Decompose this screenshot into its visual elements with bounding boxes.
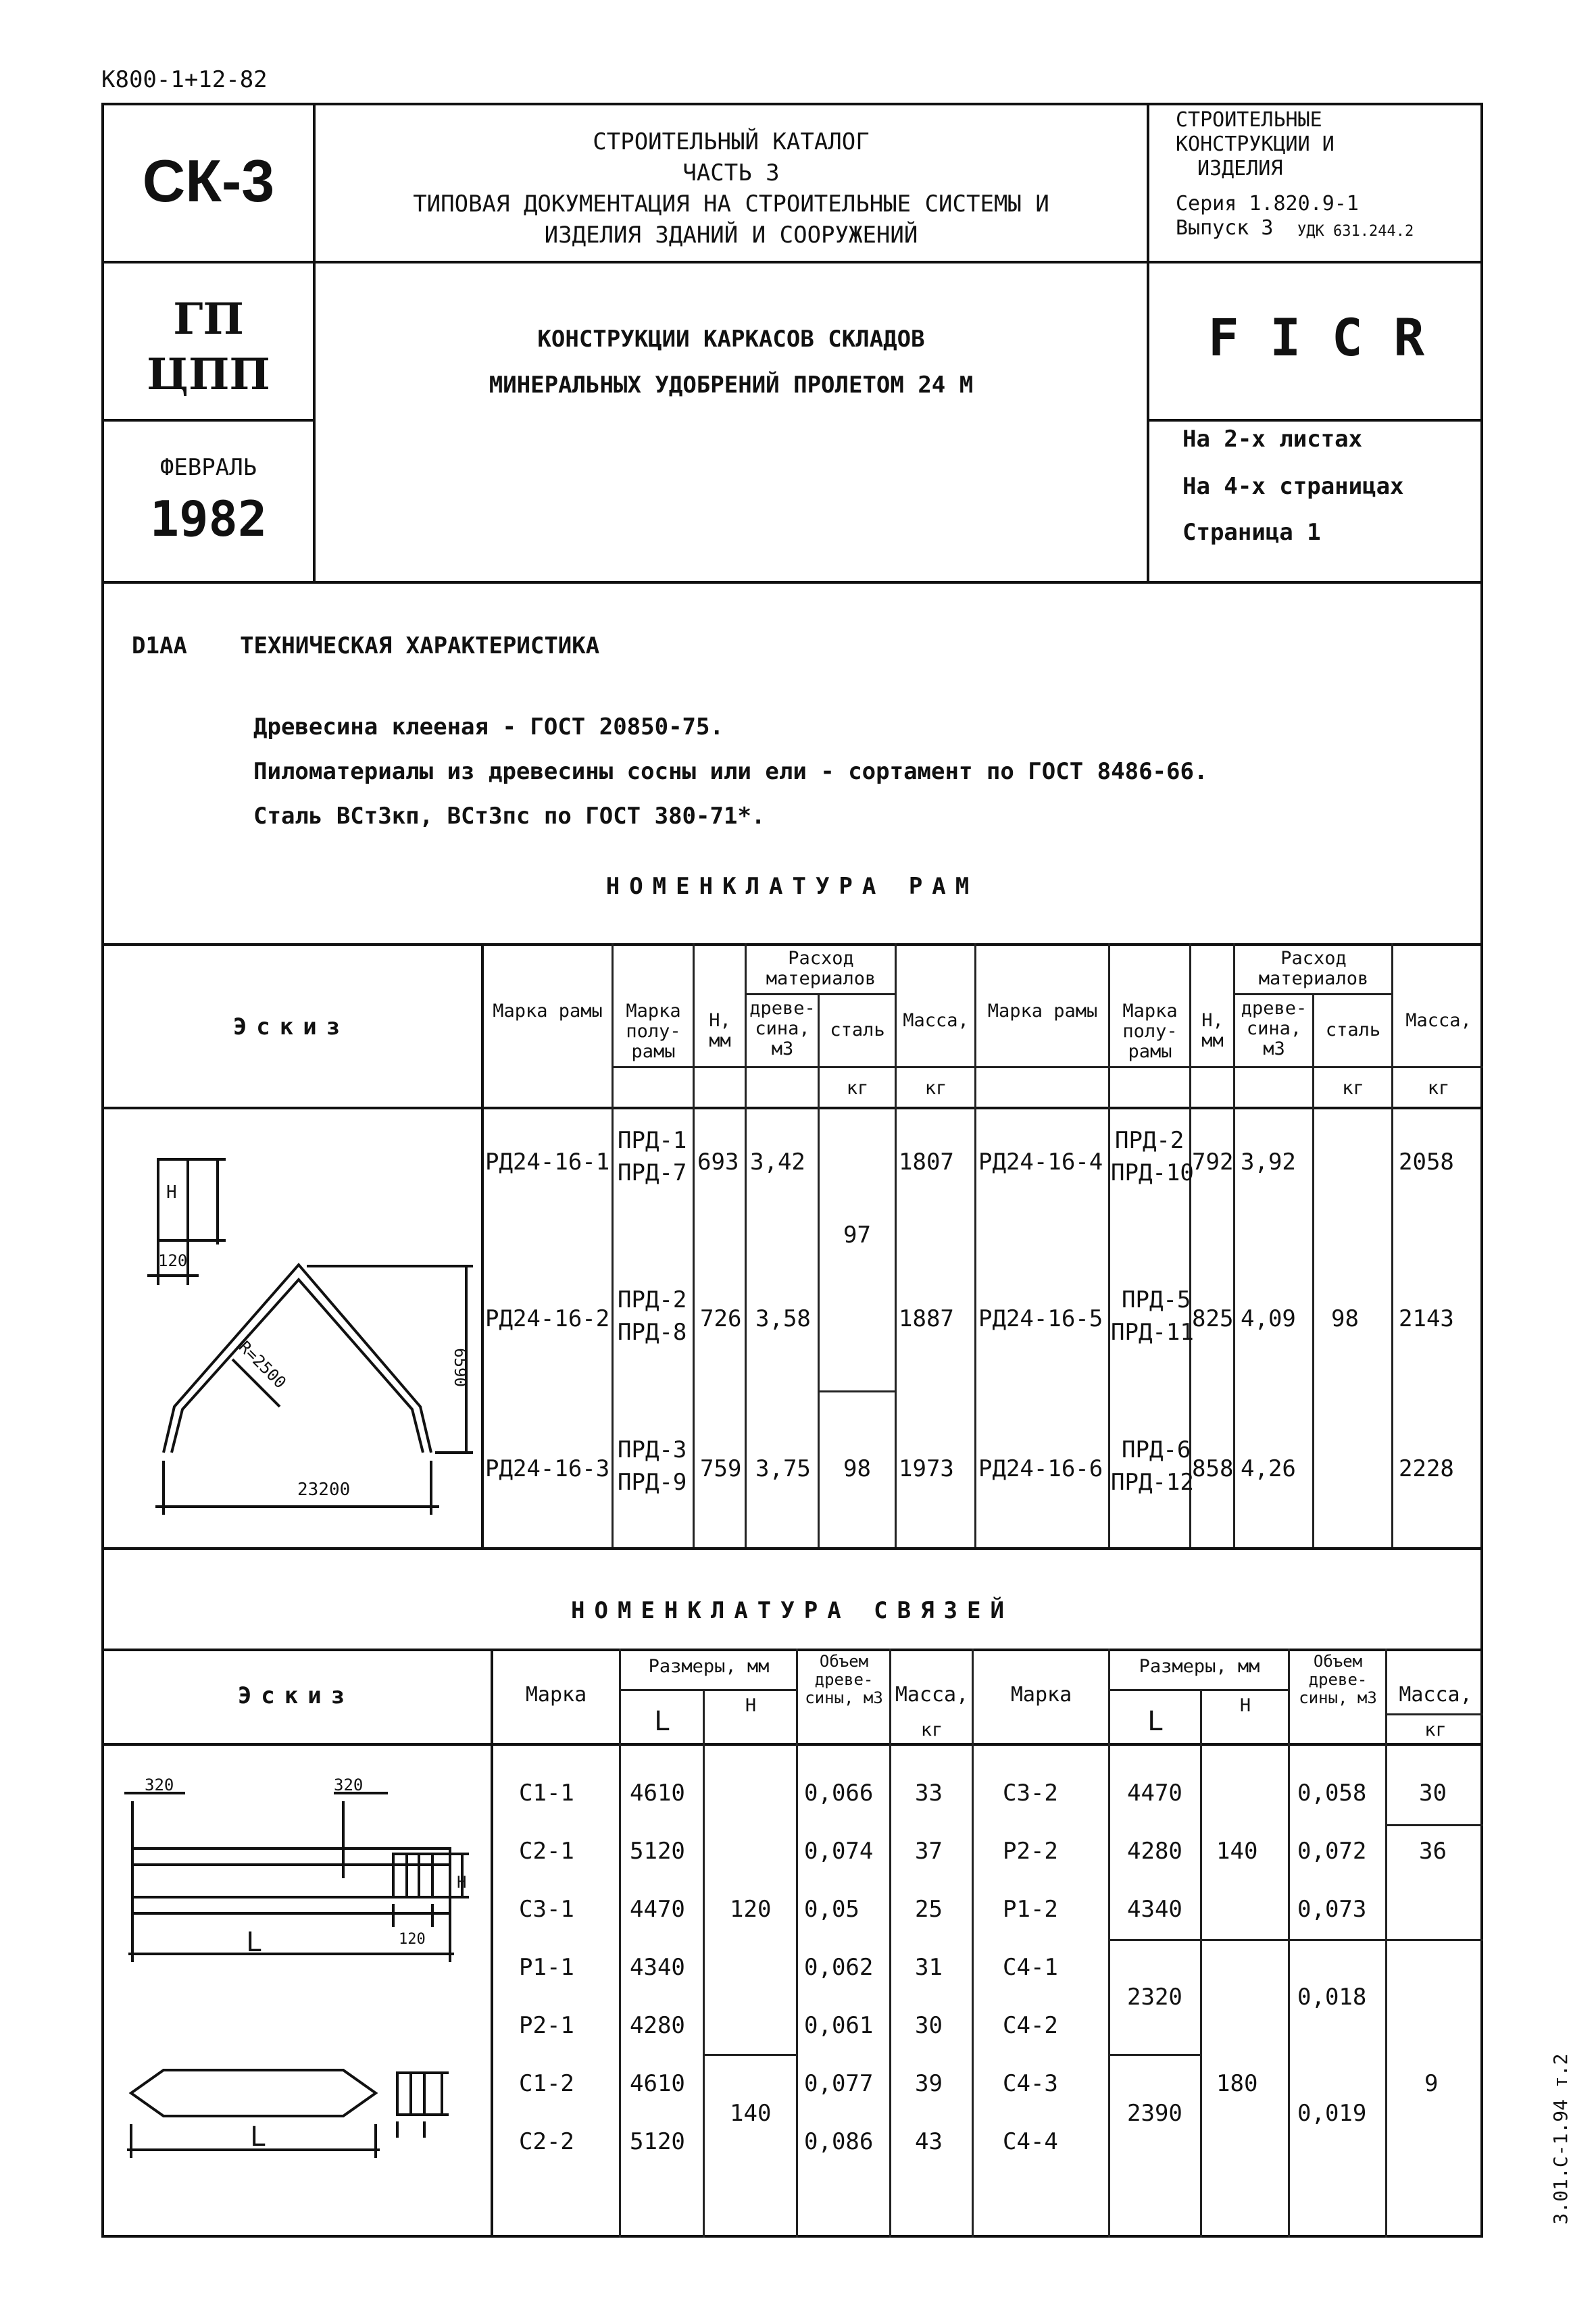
sheets-label: На 2-х листах [1182, 426, 1363, 453]
frames-sketch-header: Эскиз [232, 1013, 350, 1040]
catalog-line-2: ЧАСТЬ 3 [682, 159, 780, 186]
frame-wood: 4,09 [1241, 1305, 1296, 1332]
frames-usage-header-r: Расход материалов [1258, 948, 1369, 989]
frame-mass: 1973 [899, 1455, 954, 1482]
catalog-line-3: ТИПОВАЯ ДОКУМЕНТАЦИЯ НА СТРОИТЕЛЬНЫЕ СИСТЕМЫ И [413, 191, 1049, 218]
frame-steel: 97 [843, 1222, 871, 1249]
tie-mass: 30 [1419, 1780, 1447, 1807]
tie-sketch-a: 320 [145, 1776, 174, 1794]
frame-semi: ПРД-7 [618, 1159, 687, 1186]
frames-steel-unit: кг [846, 1078, 869, 1099]
frame-semi: ПРД-6 [1122, 1436, 1191, 1463]
code-label: F I C R [1207, 307, 1425, 368]
frame-semi: ПРД-1 [618, 1127, 687, 1154]
frame-h: 693 [697, 1149, 739, 1176]
frame-mark: РД24-16-2 [485, 1305, 610, 1332]
frame-wood: 3,75 [755, 1455, 811, 1482]
frame-wood: 3,92 [1241, 1149, 1296, 1176]
tie-mark: С3-2 [1003, 1780, 1058, 1807]
tie-mass: 39 [915, 2070, 943, 2097]
tie-mark: С4-4 [1003, 2128, 1058, 2155]
frames-steel-unit-r: кг [1342, 1078, 1364, 1099]
tie-vol: 0,05 [804, 1896, 859, 1923]
ties-mass-header: Масса, [895, 1683, 969, 1707]
tie-mass: 31 [915, 1954, 943, 1981]
tie-mass: 9 [1424, 2070, 1439, 2097]
tie-vol: 0,062 [804, 1954, 874, 1981]
ties-mark-header: Марка [525, 1683, 587, 1707]
frame-sketch [104, 1109, 480, 1546]
tie-vol: 0,061 [804, 2012, 874, 2039]
tie-mass: 30 [915, 2012, 943, 2039]
tie-h: 180 [1216, 2070, 1258, 2097]
tie-vol: 0,072 [1297, 1838, 1367, 1865]
frame-wood: 4,26 [1241, 1455, 1296, 1482]
tie-mass: 36 [1419, 1838, 1447, 1865]
ties-mass-header-r: Масса, [1399, 1683, 1472, 1707]
frames-wood-header: древе-сина, м3 [749, 998, 816, 1059]
ties-l-header-r: L [1147, 1706, 1164, 1737]
tie-mark: С4-2 [1003, 2012, 1058, 2039]
frame-semi: ПРД-5 [1122, 1286, 1191, 1313]
frames-wood-header-r: древе-сина, м3 [1241, 998, 1307, 1059]
tie-l: 2390 [1127, 2100, 1182, 2127]
frame-mark: РД24-16-5 [978, 1305, 1103, 1332]
frames-semi-header-r: Марка полу-рамы [1122, 1001, 1178, 1062]
frame-sketch-radius: R=2500 [234, 1337, 290, 1392]
tie-l: 4280 [1127, 1838, 1182, 1865]
udk-label: УДК 631.244.2 [1297, 223, 1414, 240]
frame-semi: ПРД-3 [618, 1436, 687, 1463]
tie-vol: 0,058 [1297, 1780, 1367, 1807]
frames-mass-unit: кг [924, 1078, 947, 1099]
frames-mass-header-r: Масса, [1405, 1010, 1472, 1031]
frames-mark-header: Марка рамы [493, 1001, 603, 1022]
tie-l: 4470 [630, 1896, 685, 1923]
tie-sketch-l: L [246, 1927, 263, 1958]
tie-mark: С2-1 [519, 1838, 574, 1865]
tie-vol: 0,018 [1297, 1984, 1367, 2011]
frame-semi: ПРД-10 [1111, 1159, 1194, 1186]
tie-l: 2320 [1127, 1984, 1182, 2011]
tie-mass: 33 [915, 1780, 943, 1807]
tie-vol: 0,019 [1297, 2100, 1367, 2127]
tie-l: 4280 [630, 2012, 685, 2039]
frame-mark: РД24-16-4 [978, 1149, 1103, 1176]
tie-l: 4340 [630, 1954, 685, 1981]
ties-mass-unit-r: кг [1424, 1719, 1447, 1740]
side-code: 3.01.C-1.94 т.2 [1549, 2053, 1572, 2225]
frames-h-header-r: Н, мм [1201, 1010, 1224, 1051]
frames-h-header: Н, мм [709, 1010, 731, 1051]
title-line-1: КОНСТРУКЦИИ КАРКАСОВ СКЛАДОВ [537, 326, 925, 353]
frame-h: 759 [700, 1455, 742, 1482]
tie-l: 5120 [630, 1838, 685, 1865]
tech-line-1: Древесина клееная - ГОСТ 20850-75. [253, 713, 724, 740]
frame-mass: 1807 [899, 1149, 954, 1176]
frame-h: 858 [1192, 1455, 1234, 1482]
tech-line-3: Сталь ВСт3кп, ВСт3пс по ГОСТ 380-71*. [253, 803, 766, 830]
ties-vol-header: Объем древе-сины, м3 [805, 1652, 883, 1707]
ties-mass-unit: кг [920, 1719, 943, 1740]
cpp-label: ЦПП [147, 349, 270, 400]
tie-vol: 0,077 [804, 2070, 874, 2097]
frame-h: 792 [1192, 1149, 1234, 1176]
tech-line-2: Пиломатериалы из древесины сосны или ели - сортамент по ГОСТ 8486-66. [253, 758, 1208, 785]
catalog-line-1: СТРОИТЕЛЬНЫЙ КАТАЛОГ [593, 128, 870, 155]
right-line-2: КОНСТРУКЦИИ И [1176, 132, 1335, 156]
gp-label: ГП [173, 294, 244, 345]
ties-title: НОМЕНКЛАТУРА СВЯЗЕЙ [571, 1597, 1014, 1624]
frames-usage-header: Расход материалов [766, 948, 876, 989]
right-line-3: ИЗДЕЛИЯ [1197, 157, 1283, 180]
tie-mark: Р1-1 [519, 1954, 574, 1981]
pages-label: На 4-х страницах [1182, 473, 1404, 500]
tie-vol: 0,086 [804, 2128, 874, 2155]
frames-steel-header-r: сталь [1325, 1020, 1381, 1040]
frame-mass: 2143 [1399, 1305, 1454, 1332]
frames-semi-header: Марка полу-рамы [626, 1001, 681, 1062]
tie-mark: С3-1 [519, 1896, 574, 1923]
tie-sketch-b: 320 [334, 1776, 364, 1794]
tie-l: 5120 [630, 2128, 685, 2155]
issue-label: Выпуск 3 [1176, 216, 1274, 240]
tie-mass: 43 [915, 2128, 943, 2155]
frame-mass: 1887 [899, 1305, 954, 1332]
tie-sketch [104, 1746, 489, 2178]
frame-mark: РД24-16-1 [485, 1149, 610, 1176]
tie-mass: 37 [915, 1838, 943, 1865]
document-code: К800-1+12-82 [101, 66, 268, 93]
frame-semi: ПРД-9 [618, 1469, 687, 1496]
tie-h: 140 [730, 2100, 772, 2127]
tie-mark: С1-1 [519, 1780, 574, 1807]
frame-wood: 3,58 [755, 1305, 811, 1332]
tie-mark: С1-2 [519, 2070, 574, 2097]
page-label: Страница 1 [1182, 519, 1321, 546]
frames-title: НОМЕНКЛАТУРА РАМ [605, 873, 979, 900]
frame-mark: РД24-16-6 [978, 1455, 1103, 1482]
frame-semi: ПРД-2 [618, 1286, 687, 1313]
frame-steel: 98 [1331, 1305, 1359, 1332]
tie-sketch-s: 120 [399, 1931, 426, 1948]
tie-vol: 0,066 [804, 1780, 874, 1807]
tie-mark: Р1-2 [1003, 1896, 1058, 1923]
frame-semi: ПРД-11 [1111, 1319, 1194, 1346]
frame-mass: 2058 [1399, 1149, 1454, 1176]
tie-vol: 0,074 [804, 1838, 874, 1865]
tie-vol: 0,073 [1297, 1896, 1367, 1923]
tie-mark: С2-2 [519, 2128, 574, 2155]
frame-steel: 98 [843, 1455, 871, 1482]
tie-l: 4340 [1127, 1896, 1182, 1923]
tie-mark: Р2-1 [519, 2012, 574, 2039]
month-label: ФЕВРАЛЬ [159, 454, 257, 481]
tech-title: ТЕХНИЧЕСКАЯ ХАРАКТЕРИСТИКА [240, 632, 600, 659]
tie-mark: С4-1 [1003, 1954, 1058, 1981]
sk-label: СК-3 [142, 147, 275, 214]
tie-h: 120 [730, 1896, 772, 1923]
tie-l: 4610 [630, 1780, 685, 1807]
frame-mark: РД24-16-3 [485, 1455, 610, 1482]
frame-semi: ПРД-12 [1111, 1469, 1194, 1496]
frame-h: 825 [1192, 1305, 1234, 1332]
series-label: Серия 1.820.9-1 [1176, 192, 1359, 216]
tie-l: 4610 [630, 2070, 685, 2097]
year-label: 1982 [149, 491, 268, 547]
ties-mark-header-r: Марка [1010, 1683, 1072, 1707]
tie-mark: С4-3 [1003, 2070, 1058, 2097]
frame-semi: ПРД-8 [618, 1319, 687, 1346]
frame-semi: ПРД-2 [1115, 1127, 1184, 1154]
right-line-1: СТРОИТЕЛЬНЫЕ [1176, 108, 1322, 132]
frame-sketch-h: Н [166, 1182, 177, 1203]
frame-wood: 3,42 [750, 1149, 805, 1176]
frames-mass-header: Масса, [903, 1010, 969, 1031]
tech-code: D1AA [132, 632, 187, 659]
ties-vol-header-r: Объем древе-сины, м3 [1299, 1652, 1377, 1707]
frame-h: 726 [700, 1305, 742, 1332]
ties-sketch-header: Эскиз [237, 1682, 355, 1709]
frames-mark-header-r: Марка рамы [987, 1001, 1098, 1022]
tie-sketch-h: Н [457, 1873, 467, 1892]
frame-sketch-width: 23200 [297, 1480, 351, 1500]
catalog-line-4: ИЗДЕЛИЯ ЗДАНИЙ И СООРУЖЕНИЙ [544, 222, 918, 249]
frames-steel-header: сталь [830, 1020, 885, 1040]
tie-mark: Р2-2 [1003, 1838, 1058, 1865]
title-line-2: МИНЕРАЛЬНЫХ УДОБРЕНИЙ ПРОЛЕТОМ 24 М [489, 372, 974, 399]
frames-mass-unit-r: кг [1427, 1078, 1450, 1099]
ties-size-header-r: Размеры, мм [1139, 1656, 1260, 1677]
tie-h: 140 [1216, 1838, 1258, 1865]
ties-h-header: Н [745, 1695, 757, 1716]
tie-mass: 25 [915, 1896, 943, 1923]
frame-sketch-section: 120 [158, 1251, 188, 1270]
tie-sketch-l2: L [250, 2121, 267, 2153]
ties-l-header: L [653, 1706, 671, 1737]
tie-l: 4470 [1127, 1780, 1182, 1807]
frame-sketch-height: 6590 [450, 1348, 470, 1387]
frame-mass: 2228 [1399, 1455, 1454, 1482]
ties-size-header: Размеры, мм [648, 1656, 770, 1677]
ties-h-header-r: Н [1239, 1695, 1251, 1716]
